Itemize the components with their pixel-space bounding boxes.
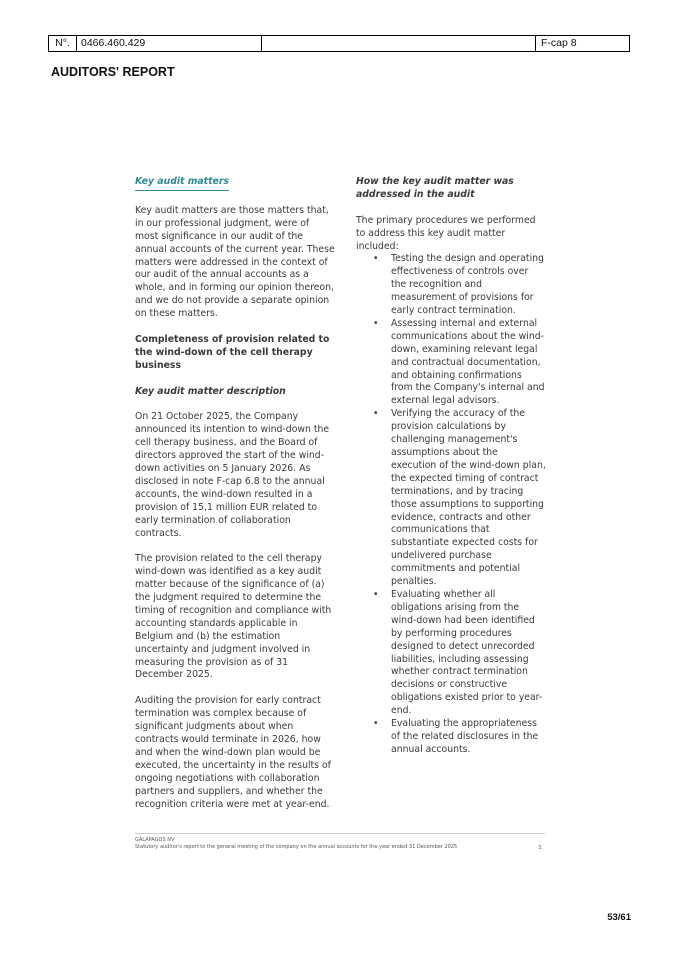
kam-heading: Key audit matters [135, 176, 229, 191]
list-item: • Evaluating the appropriateness of the related disclosures in the annual accounts. [356, 718, 546, 757]
section-code: F-cap 8 [535, 36, 631, 51]
description-paragraph-1: On 21 October 2025, the Company announced its intention to wind-down the cell therapy business, and the Board of directors approved the start of the wind-down activities on 5 January 2026. As disclosed in note F-cap 6.8 to the annual accounts, the wind-down resulted in a provision of 15,1 million EUR related to early termination of collaboration contracts. [135, 411, 330, 539]
list-item: • Verifying the accuracy of the provision calculations by challenging management's assumptions about the execution of the wind-down plan, the expected timing of contract terminations, and by tracing those assumptions to supporting evidence, contracts and other communications that substantiate expected costs for undelivered purchase commitments and potential penalties. [356, 408, 546, 589]
page-title: AUDITORS' REPORT [51, 65, 175, 79]
description-paragraph-3: Auditing the provision for early contract termination was complex because of significant judgments about when contracts would terminate in 2026, how and when the wind-down plan would be executed, the uncertainty in the results of ongoing negotiations with collaboration partners and suppliers, and whether the recognition criteria were met at year-end. [135, 695, 331, 810]
matter-title: Completeness of provision related to the wind-down of the cell therapy business [135, 333, 330, 371]
list-item: • Evaluating whether all obligations arising from the wind-down had been identified by performing procedures designed to detect unrecorded liabilities, including assessing whether contract termination decisions or constructive obligations existed prior to year-end. [356, 589, 546, 718]
page-number: 53/61 [607, 912, 631, 923]
kam-intro: Key audit matters are those matters that, in our professional judgment, were of most significance in our audit of the annual accounts of the current year. These matters were addressed in the context of our audit of the annual accounts as a whole, and in forming our opinion thereon, and we do not provide a separate opinion on these matters. [135, 204, 335, 320]
procedures-intro: The primary procedures we performed to address this key audit matter included: [356, 214, 536, 252]
procedures-heading: How the key audit matter was addressed in the audit [356, 176, 514, 200]
list-item: • Assessing internal and external communications about the wind-down, examining relevant legal and contractual documentation, and obtaining confirmations from the Company's internal and external legal advisors. [356, 318, 546, 408]
left-column [135, 176, 335, 824]
footer-page: 3. [538, 845, 543, 851]
company-number: 0466.460.429 [76, 36, 262, 51]
description-paragraph-2: The provision related to the cell therapy wind-down was identified as a key audit matter because of the significance of (a) the judgment required to determine the timing of recognition and compliance with accounting standards applicable in Belgium and (b) the estimation uncertainty and judgment involved in measuring the provision as of 31 December 2025. [135, 553, 332, 681]
footer-company: GALAPAGOS NV [135, 837, 175, 843]
procedures-list [356, 253, 546, 756]
right-column [356, 176, 546, 757]
description-heading: Key audit matter description [135, 385, 286, 397]
header-bar [48, 35, 630, 52]
footer-line: Statutory auditor's report to the general meeting of the company on the annual accounts for the year ended 31 December 2025 [135, 844, 458, 850]
number-label: N°. [49, 36, 77, 51]
list-item: • Testing the design and operating effectiveness of controls over the recognition and measurement of provisions for early contract termination. [356, 253, 546, 318]
report-footer [135, 833, 545, 851]
